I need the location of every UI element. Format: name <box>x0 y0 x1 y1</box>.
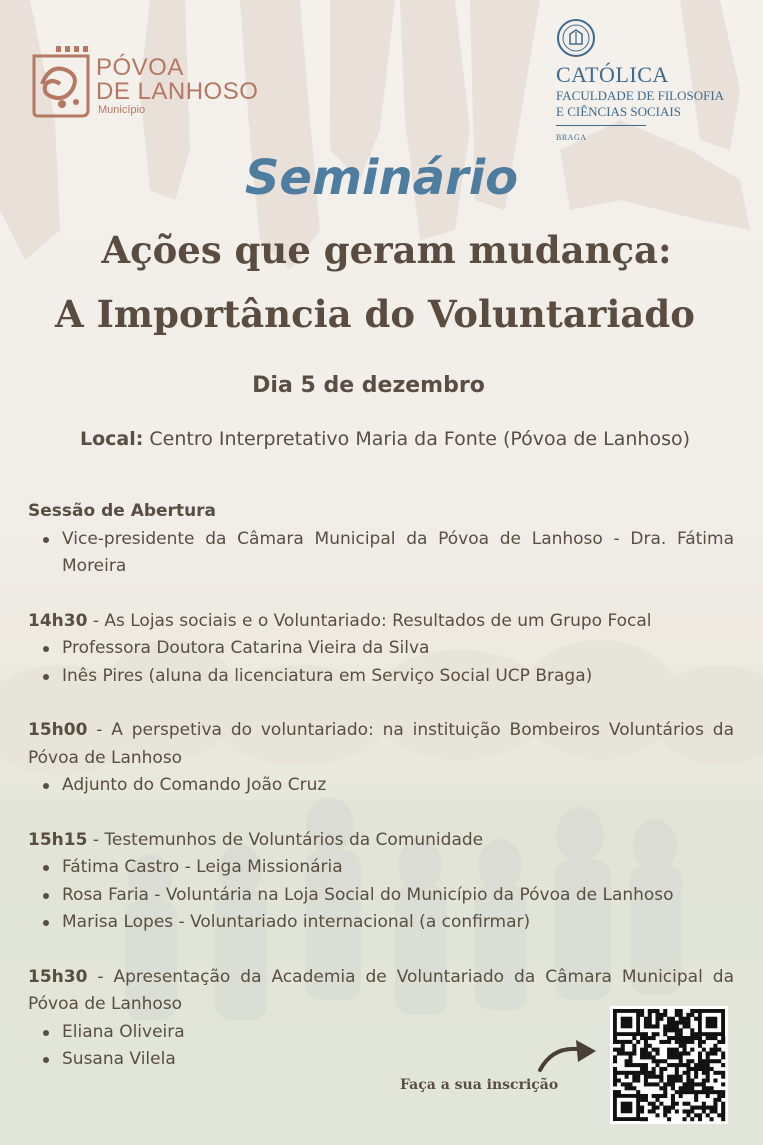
session-heading <box>28 608 734 636</box>
session-time: 15h15 <box>28 829 88 850</box>
speaker-list <box>28 526 734 581</box>
povoa-de-lanhoso-logo <box>32 44 262 124</box>
session-title: - Apresentação da Academia de Voluntariado da Câmara Municipal da Póvoa de Lanhoso <box>28 966 734 1014</box>
event-location <box>0 428 763 450</box>
catolica-city: BRAGA <box>556 133 587 142</box>
registration-qr-code[interactable] <box>610 1006 728 1124</box>
povoa-emblem-icon <box>32 44 90 118</box>
event-date: Dia 5 de dezembro <box>252 373 485 398</box>
povoa-logo-line1: PÓVOA <box>96 54 184 81</box>
catolica-faculty-line1: FACULDADE DE FILOSOFIA <box>556 88 725 103</box>
seminar-kicker: Seminário <box>244 150 519 206</box>
speaker-list <box>28 854 734 937</box>
title-line-1: Ações que geram mudança: <box>101 228 672 272</box>
session-title: Sessão de Abertura <box>28 501 217 521</box>
title-line-2: A Importância do Voluntariado <box>55 292 695 336</box>
catolica-divider <box>556 125 646 126</box>
speaker-item: Inês Pires (aluna da licenciatura em Serviço Social UCP Braga) <box>28 663 734 691</box>
povoa-logo-line2: DE LANHOSO <box>96 78 259 105</box>
session-1500 <box>28 717 734 800</box>
session-time: 15h00 <box>28 720 88 740</box>
catolica-faculty-line2: E CIÊNCIAS SOCIAIS <box>556 104 681 119</box>
speaker-item: Eliana Oliveira <box>28 1019 734 1047</box>
catolica-logo <box>556 18 756 148</box>
session-title: - A perspetiva do voluntariado: na instituição Bombeiros Voluntários da Póvoa de Lanhoso <box>28 720 734 768</box>
speaker-list <box>28 772 734 800</box>
registration-label: Faça a sua inscrição <box>400 1077 559 1093</box>
session-title: - Testemunhos de Voluntários da Comunidade <box>87 829 484 850</box>
speaker-item: Vice-presidente da Câmara Municipal da Póvoa de Lanhoso - Dra. Fátima Moreira <box>28 526 734 581</box>
session-time: 14h30 <box>28 610 88 631</box>
catolica-name: CATÓLICA <box>556 62 669 87</box>
speaker-item: Rosa Faria - Voluntária na Loja Social do Município da Póvoa de Lanhoso <box>28 882 734 910</box>
speaker-item: Marisa Lopes - Voluntariado internacional (a confirmar) <box>28 909 734 937</box>
session-1515 <box>28 827 734 937</box>
session-title: - As Lojas sociais e o Voluntariado: Resultados de um Grupo Focal <box>87 610 652 631</box>
session-opening <box>28 498 734 581</box>
catolica-seal-icon <box>556 18 596 58</box>
session-1430 <box>28 608 734 691</box>
location-label: Local: <box>79 428 144 450</box>
speaker-list <box>28 635 734 690</box>
session-heading <box>28 498 734 526</box>
speaker-item: Susana Vilela <box>28 1046 734 1074</box>
speaker-item: Fátima Castro - Leiga Missionária <box>28 854 734 882</box>
curved-arrow-icon <box>536 1038 600 1074</box>
location-value: Centro Interpretativo Maria da Fonte (Póvoa de Lanhoso) <box>143 428 691 450</box>
speaker-item: Adjunto do Comando João Cruz <box>28 772 734 800</box>
session-time: 15h30 <box>28 966 88 987</box>
session-heading <box>28 717 734 772</box>
session-heading <box>28 827 734 855</box>
povoa-logo-sub: Município <box>98 104 146 116</box>
speaker-item: Professora Doutora Catarina Vieira da Silva <box>28 635 734 663</box>
